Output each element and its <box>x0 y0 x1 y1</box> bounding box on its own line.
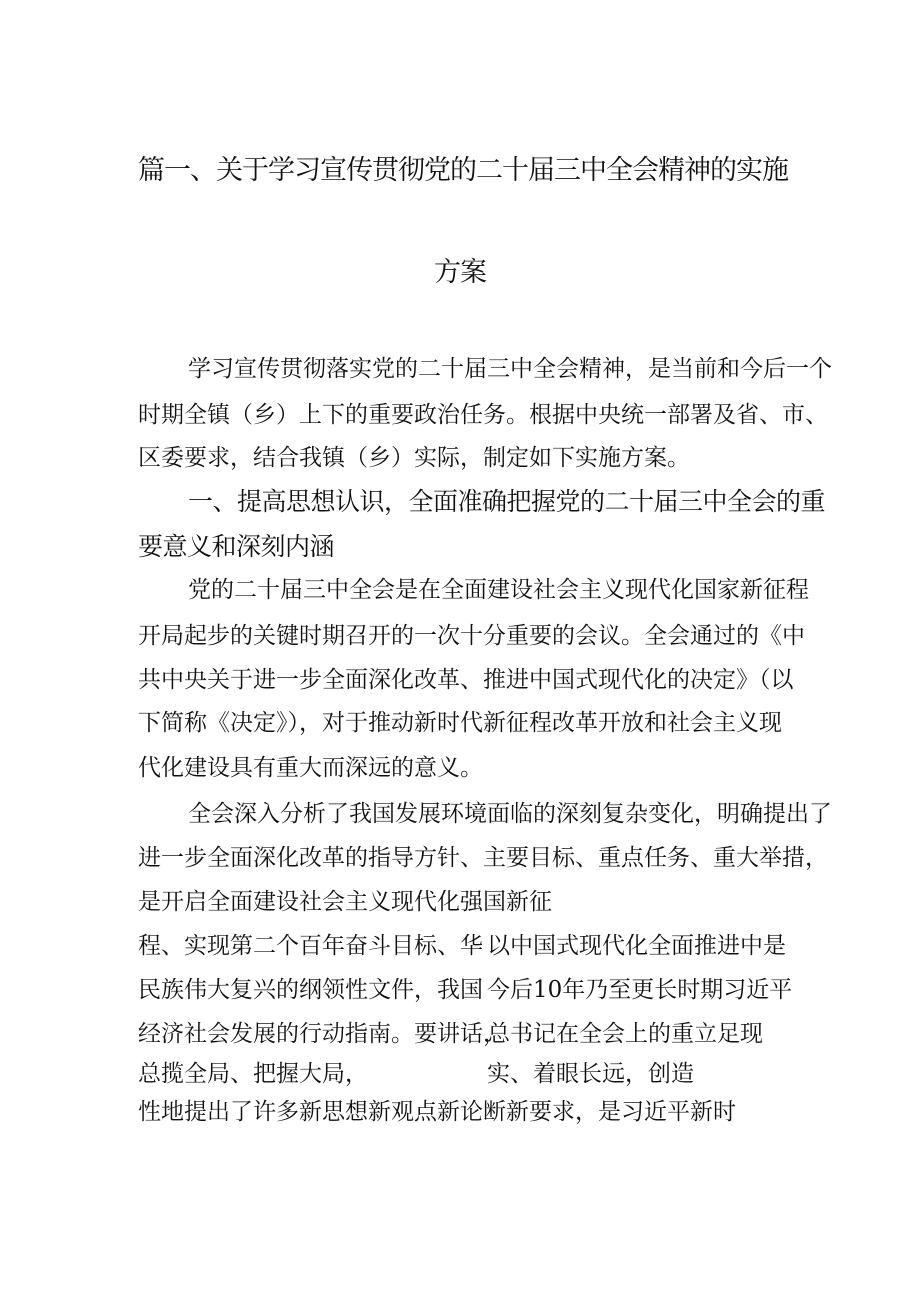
para-1-line-2: 开局起步的关键时期召开的一次十分重要的会议。全会通过的《中 <box>138 623 805 649</box>
para-2-line-2: 进一步全面深化改革的指导方针、主要目标、重点任务、重大举措， <box>138 845 828 871</box>
para-1-line-4: 下简称《决定》），对于推动新时代新征程改革开放和社会主义现 <box>138 710 782 736</box>
para-2-line-1: 全会深入分析了我国发展环境面临的深刻复杂变化，明确提出了 <box>188 801 832 827</box>
para-1-line-5: 代化建设具有重大而深远的意义。 <box>138 755 483 781</box>
intro-line-1: 学习宣传贯彻落实党的二十届三中全会精神，是当前和今后一个 <box>188 356 832 382</box>
para-3-line-1: 性地提出了许多新思想新观点新论断新要求，是习近平新时 <box>138 1099 736 1125</box>
document-title-line-2: 方案 <box>434 257 486 288</box>
column-right-line-1: 以中国式现代化全面推进中是 <box>487 933 786 959</box>
intro-line-3: 区委要求，结合我镇（乡）实际，制定如下实施方案。 <box>138 445 690 471</box>
column-left-line-3: 经济社会发展的行动指南。要讲话， <box>138 1021 506 1047</box>
column-right-line-4: 实、着眼长远，创造 <box>487 1061 694 1087</box>
column-left-line-1: 程、实现第二个百年奋斗目标、华 <box>138 933 483 959</box>
para-1-line-3: 共中央关于进一步全面深化改革、推进中国式现代化的决定》（以 <box>138 667 794 693</box>
intro-line-2: 时期全镇（乡）上下的重要政治任务。根据中央统一部署及省、市、 <box>138 402 828 428</box>
section-1-heading-line-2: 要意义和深刻内涵 <box>138 532 335 561</box>
column-left-line-2: 民族伟大复兴的纲领性文件，我国 <box>138 977 483 1003</box>
column-right-line-2: 今后10年乃至更长时期习近平 <box>487 977 793 1003</box>
column-right-line-3: 总书记在全会上的重立足现 <box>487 1021 763 1047</box>
para-1-line-1: 党的二十届三中全会是在全面建设社会主义现代化国家新征程 <box>188 577 809 603</box>
para-2-line-3: 是开启全面建设社会主义现代化强国新征 <box>138 889 552 915</box>
section-1-heading-line-1: 一、提高思想认识，全面准确把握党的二十届三中全会的重 <box>188 487 826 516</box>
document-title-line-1: 篇一、关于学习宣传贯彻党的二十届三中全会精神的实施 <box>138 155 788 186</box>
column-left-line-4: 总揽全局、把握大局， <box>138 1061 368 1087</box>
